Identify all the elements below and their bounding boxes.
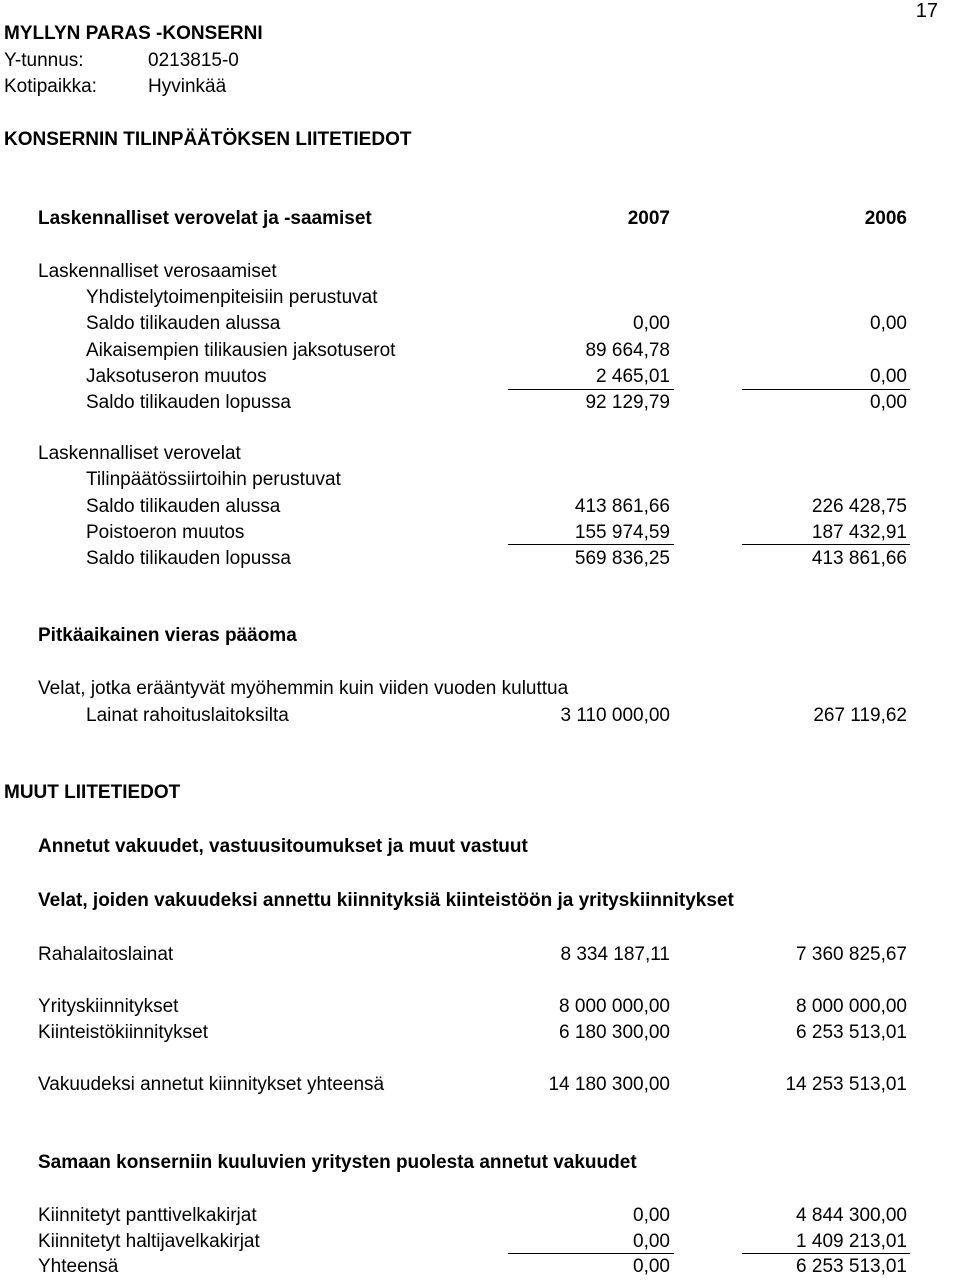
column-header-2006: 2006 (864, 208, 907, 229)
table-row-label: Kiinnitetyt panttivelkakirjat (38, 1205, 257, 1226)
group-guarantees-heading: Samaan konserniin kuuluvien yritysten puolesta annetut vakuudet (38, 1152, 637, 1173)
deferred-tax-assets-title: Laskennalliset verosaamiset (38, 261, 277, 282)
guarantees-subheading: Annetut vakuudet, vastuusitoumukset ja muut vastuut (38, 836, 528, 857)
table-cell-2007: 6 180 300,00 (559, 1022, 670, 1043)
table-row-label: Saldo tilikauden lopussa (86, 548, 291, 569)
deferred-taxes-heading: Laskennalliset verovelat ja -saamiset (38, 208, 372, 229)
table-row-label: Yhteensä (38, 1256, 119, 1277)
table-cell-2007: 2 465,01 (596, 366, 670, 387)
table-cell-2006: 4 844 300,00 (796, 1205, 907, 1226)
table-cell-2006: 1 409 213,01 (796, 1231, 907, 1252)
table-row-label: Poistoeron muutos (86, 522, 245, 543)
page-number: 17 (915, 0, 938, 22)
document-title: KONSERNIN TILINPÄÄTÖKSEN LIITETIEDOT (4, 129, 412, 150)
subtotal-underline (508, 544, 674, 545)
secured-debt-heading: Velat, joiden vakuudeksi annettu kiinnityksiä kiinteistöön ja yrityskiinnitykset (38, 890, 734, 911)
kotipaikka-label: Kotipaikka: (4, 76, 97, 97)
table-cell-2007: 3 110 000,00 (560, 705, 670, 726)
table-cell-2006: 226 428,75 (811, 496, 907, 517)
table-row-label: Aikaisempien tilikausien jaksotuserot (86, 340, 396, 361)
table-cell-2006: 0,00 (870, 392, 907, 413)
long-term-debt-subtitle: Velat, jotka erääntyvät myöhemmin kuin viiden vuoden kuluttua (38, 678, 569, 699)
ytunnus-value: 0213815-0 (148, 50, 239, 71)
table-cell-2006: 0,00 (870, 313, 907, 334)
table-cell-2007: 155 974,59 (574, 522, 670, 543)
table-row-label: Kiinteistökiinnitykset (38, 1022, 209, 1043)
table-row-label: Kiinnitetyt haltijavelkakirjat (38, 1231, 260, 1252)
table-cell-2006: 14 253 513,01 (785, 1074, 907, 1095)
table-cell-2006: 6 253 513,01 (796, 1256, 907, 1277)
subtotal-underline (508, 1253, 674, 1254)
table-cell-2007: 92 129,79 (585, 392, 670, 413)
table-row-label: Jaksotuseron muutos (86, 366, 267, 387)
table-row-label: Saldo tilikauden lopussa (86, 392, 291, 413)
table-row-label: Rahalaitoslainat (38, 944, 174, 965)
table-row-label: Yrityskiinnitykset (38, 996, 179, 1017)
company-name: MYLLYN PARAS -KONSERNI (4, 23, 263, 44)
subtotal-underline (742, 544, 910, 545)
deferred-tax-liabilities-subtitle: Tilinpäätössiirtoihin perustuvat (86, 469, 341, 490)
table-cell-2006: 7 360 825,67 (796, 944, 907, 965)
table-row-label: Lainat rahoituslaitoksilta (86, 705, 289, 726)
table-cell-2006: 8 000 000,00 (796, 996, 907, 1017)
table-cell-2007: 413 861,66 (574, 496, 670, 517)
subtotal-underline (742, 1253, 910, 1254)
table-cell-2007: 89 664,78 (585, 340, 670, 361)
subtotal-underline (742, 389, 910, 390)
table-cell-2007: 14 180 300,00 (548, 1074, 670, 1095)
table-row-label: Saldo tilikauden alussa (86, 496, 281, 517)
table-cell-2007: 8 334 187,11 (560, 944, 670, 965)
table-cell-2007: 0,00 (633, 313, 670, 334)
kotipaikka-value: Hyvinkää (148, 76, 227, 97)
table-row-label: Vakuudeksi annetut kiinnitykset yhteensä (38, 1074, 385, 1095)
deferred-tax-liabilities-title: Laskennalliset verovelat (38, 443, 241, 464)
subtotal-underline (508, 389, 674, 390)
ytunnus-label: Y-tunnus: (4, 50, 84, 71)
table-cell-2007: 0,00 (633, 1256, 670, 1277)
table-cell-2006: 0,00 (870, 366, 907, 387)
long-term-debt-heading: Pitkäaikainen vieras pääoma (38, 625, 297, 646)
table-cell-2007: 569 836,25 (574, 548, 670, 569)
table-row-label: Saldo tilikauden alussa (86, 313, 281, 334)
column-header-2007: 2007 (627, 208, 670, 229)
table-cell-2007: 8 000 000,00 (559, 996, 670, 1017)
table-cell-2006: 6 253 513,01 (796, 1022, 907, 1043)
table-cell-2006: 187 432,91 (811, 522, 907, 543)
deferred-tax-assets-subtitle: Yhdistelytoimenpiteisiin perustuvat (86, 287, 378, 308)
other-notes-heading: MUUT LIITETIEDOT (4, 782, 181, 803)
table-cell-2007: 0,00 (633, 1205, 670, 1226)
table-cell-2006: 413 861,66 (811, 548, 907, 569)
table-cell-2007: 0,00 (633, 1231, 670, 1252)
table-cell-2006: 267 119,62 (813, 705, 907, 726)
